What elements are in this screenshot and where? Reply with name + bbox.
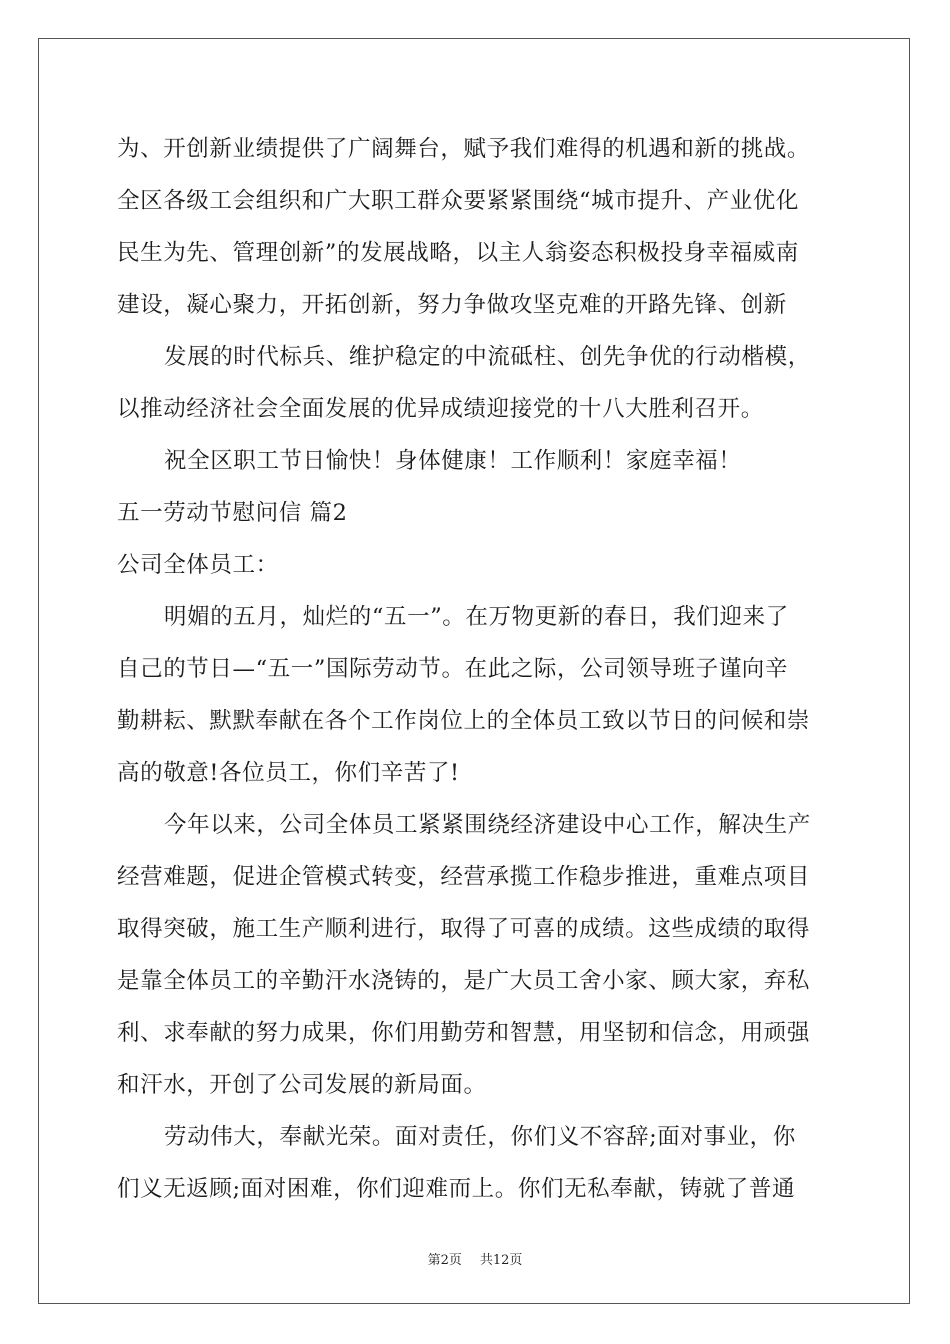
text-line: 以推动经济社会全面发展的优异成绩迎接党的十八大胜利召开。 [117, 396, 764, 422]
text-line: 是靠全体员工的辛勤汗水浇铸的，是广大员工舍小家、顾大家，弃私 [117, 968, 811, 994]
text-line: 取得突破，施工生产顺利进行，取得了可喜的成绩。这些成绩的取得 [117, 916, 811, 942]
document-body [117, 127, 837, 1219]
text-line: 劳动伟大，奉献光荣。面对责任，你们义不容辞;面对事业，你 [164, 1124, 796, 1150]
text-line: 公司全体员工： [117, 552, 279, 578]
text-line: 为、开创新业绩提供了广阔舞台，赋予我们难得的机遇和新的挑战。 [117, 136, 811, 162]
text-line: 五一劳动节慰问信 篇2 [117, 500, 348, 526]
text-line: 勤耕耘、默默奉献在各个工作岗位上的全体员工致以节日的问候和崇 [117, 708, 811, 734]
text-line: 民生为先、管理创新”的发展战略，以主人翁姿态积极投身幸福威南 [117, 240, 800, 266]
text-line: 今年以来，公司全体员工紧紧围绕经济建设中心工作，解决生产 [164, 812, 811, 838]
text-line: 高的敬意!各位员工，你们辛苦了! [117, 760, 460, 786]
text-line: 明媚的五月，灿烂的“五一”。在万物更新的春日，我们迎来了 [164, 604, 789, 630]
current-page-label: 第2页 [427, 1253, 462, 1268]
text-line: 发展的时代标兵、维护稳定的中流砥柱、创先争优的行动楷模， [164, 344, 811, 370]
text-line: 全区各级工会组织和广大职工群众要紧紧围绕“城市提升、产业优化 [117, 188, 800, 214]
total-pages-label: 共12页 [479, 1253, 523, 1268]
text-line: 祝全区职工节日愉快！身体健康！工作顺利！家庭幸福！ [164, 448, 742, 474]
text-line: 自己的节日—“五一”国际劳动节。在此之际，公司领导班子谨向辛 [117, 656, 789, 682]
page-footer [0, 1249, 950, 1268]
text-line: 们义无返顾;面对困难，你们迎难而上。你们无私奉献，铸就了普通 [117, 1176, 796, 1202]
text-line: 建设，凝心聚力，开拓创新，努力争做攻坚克难的开路先锋、创新 [117, 292, 787, 318]
text-line: 和汗水，开创了公司发展的新局面。 [117, 1072, 487, 1098]
text-line: 利、求奉献的努力成果，你们用勤劳和智慧，用坚韧和信念，用顽强 [117, 1020, 811, 1046]
text-line: 经营难题，促进企管模式转变，经营承揽工作稳步推进，重难点项目 [117, 864, 811, 890]
